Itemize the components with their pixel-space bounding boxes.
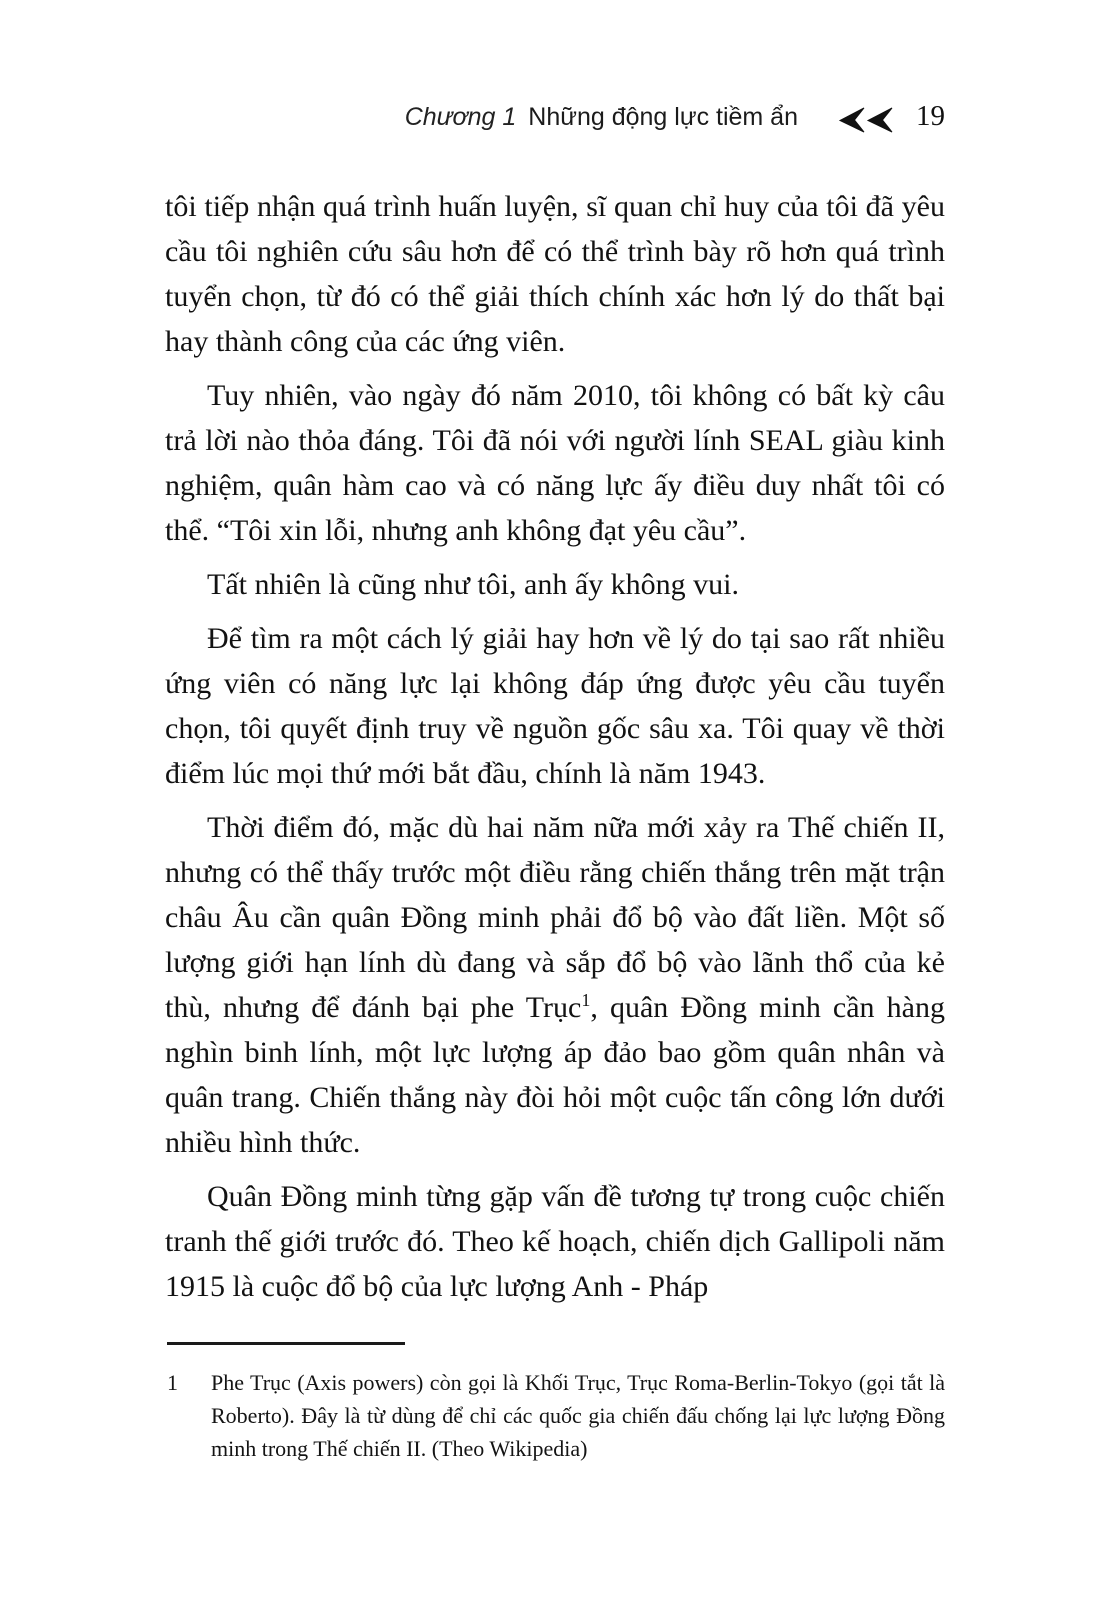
paragraph-4: Để tìm ra một cách lý giải hay hơn về lý do tại sao rất nhiều ứng viên có năng lực lại không đáp ứng được yêu cầu tuyển chọn, tôi quyết định truy về nguồn gốc sâu xa. Tôi quay về thời điểm lúc mọi thứ mới bắt đầu, chính là năm 1943. xyxy=(165,622,945,790)
footnote-reference-marker: 1 xyxy=(581,990,591,1010)
running-header xyxy=(165,100,945,133)
paragraph-1: tôi tiếp nhận quá trình huấn luyện, sĩ quan chỉ huy của tôi đã yêu cầu tôi nghiên cứu sâu hơn để có thể trình bày rõ hơn quá trình tuyển chọn, từ đó có thể giải thích chính xác hơn lý do thất bại hay thành công của các ứng viên. xyxy=(165,190,945,358)
footnote-divider xyxy=(167,1342,405,1345)
paragraph-5-text-before-footnote-ref: Thời điểm đó, mặc dù hai năm nữa mới xảy ra Thế chiến II, nhưng có thể thấy trước một điều rằng chiến thắng trên mặt trận châu Âu cần quân Đồng minh phải đổ bộ vào đất liền. Một số lượng giới hạn lính dù đang và sắp đổ bộ vào lãnh thổ của kẻ thù, nhưng để đánh bại phe Trục xyxy=(165,811,945,1024)
double-left-arrows-icon xyxy=(838,107,896,133)
paragraph-5-text-after-footnote-ref: , quân Đồng minh cần hàng nghìn binh lính, một lực lượng áp đảo bao gồm quân nhân và quân trang. Chiến thắng này đòi hỏi một cuộc tấn công lớn dưới nhiều hình thức. xyxy=(165,991,945,1159)
paragraph-6: Quân Đồng minh từng gặp vấn đề tương tự trong cuộc chiến tranh thế giới trước đó. Theo kế hoạch, chiến dịch Gallipoli năm 1915 là cuộc đổ bộ của lực lượng Anh - Pháp xyxy=(165,1180,945,1303)
footnote xyxy=(167,1366,945,1465)
footnote-text: Phe Trục (Axis powers) còn gọi là Khối Trục, Trục Roma-Berlin-Tokyo (gọi tắt là Roberto). Đây là từ dùng để chỉ các quốc gia chiến đấu chống lại lực lượng Đồng minh trong Thế chiến II. (Theo Wikipedia) xyxy=(211,1370,945,1461)
footnote-number: 1 xyxy=(167,1370,178,1395)
chapter-number-label: Chương 1 xyxy=(404,103,517,131)
paragraph-3: Tất nhiên là cũng như tôi, anh ấy không vui. xyxy=(207,568,739,601)
paragraph-2: Tuy nhiên, vào ngày đó năm 2010, tôi không có bất kỳ câu trả lời nào thỏa đáng. Tôi đã nói với người lính SEAL giàu kinh nghiệm, quân hàm cao và có năng lực ấy điều duy nhất tôi có thể. “Tôi xin lỗi, nhưng anh không đạt yêu cầu”. xyxy=(165,379,945,547)
page-number: 19 xyxy=(916,100,945,132)
body-text xyxy=(165,184,945,1318)
paragraph-5 xyxy=(165,805,945,1165)
chapter-title: Những động lực tiềm ẩn xyxy=(528,103,798,131)
